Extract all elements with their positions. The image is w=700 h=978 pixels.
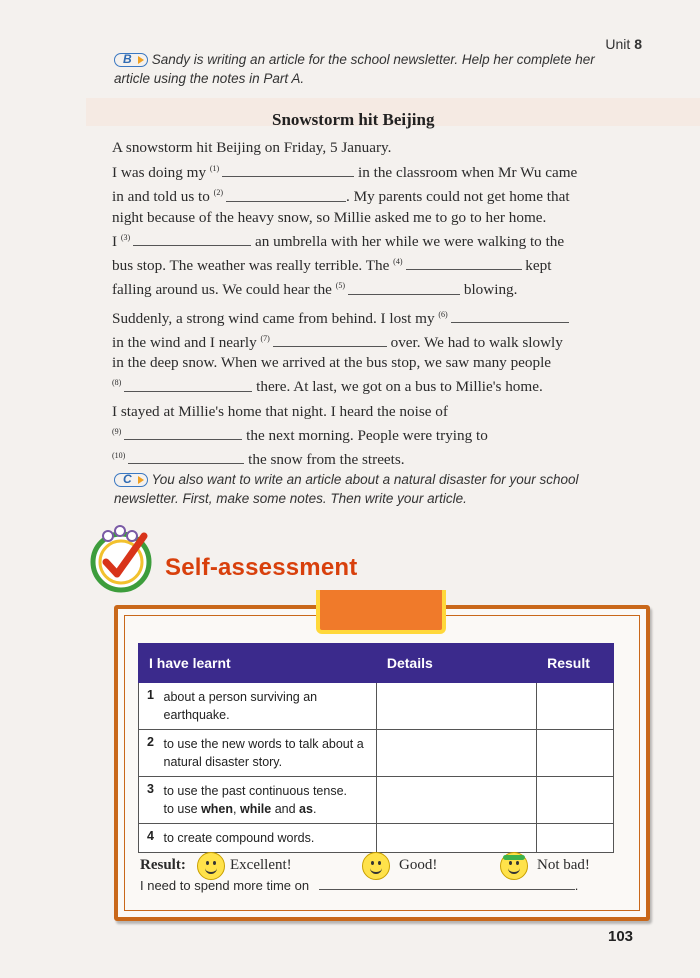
article-para-3 — [112, 305, 622, 398]
article-para-4 — [112, 402, 622, 471]
table-row — [139, 824, 614, 853]
row-text: about a person surviving an earthquake. — [162, 683, 377, 730]
blank-number-9: (9) — [112, 426, 122, 436]
table-header-row — [139, 644, 614, 683]
row-number: 3 — [139, 777, 162, 824]
text: night because of the heavy snow, so Millie asked me to go to her home. — [112, 208, 547, 226]
text: I stayed at Millie's home that night. I heard the noise of — [112, 402, 448, 420]
row-text-line1: to use the past continuous tense. — [163, 784, 347, 798]
text: I — [112, 233, 118, 250]
blank-6[interactable] — [451, 310, 569, 323]
text: the snow from the streets. — [248, 451, 405, 469]
blank-number-10: (10) — [112, 451, 126, 461]
header-details: Details — [376, 644, 536, 683]
excellent-smiley-icon — [197, 852, 225, 880]
keyword-when: when — [201, 802, 234, 816]
text: blowing. — [463, 281, 518, 299]
unit-word: Unit — [605, 36, 631, 52]
result-cell[interactable] — [537, 777, 614, 824]
text: in and told us to — [112, 188, 210, 206]
result-cell[interactable] — [537, 824, 614, 853]
rating-excellent: Excellent! — [230, 857, 292, 873]
result-cell[interactable] — [537, 683, 614, 730]
blank-3[interactable] — [133, 233, 251, 246]
blank-number-6: (6) — [438, 309, 448, 319]
blank-number-4: (4) — [393, 257, 403, 267]
part-b-badge — [114, 53, 148, 67]
keyword-as: as — [299, 802, 313, 816]
part-b-instruction-line1: Sandy is writing an article for the school newsletter. Help her complete her — [151, 52, 595, 67]
text: in the wind and I nearly — [112, 334, 257, 352]
text: . — [312, 802, 317, 816]
text: there. At last, we got on a bus to Millie's home. — [256, 378, 543, 396]
blank-1[interactable] — [222, 164, 354, 177]
row-text — [162, 777, 377, 824]
article-title: Snowstorm hit Beijing — [272, 110, 435, 129]
row-text: to use the new words to talk about a natural disaster story. — [162, 730, 377, 777]
keyword-while: while — [239, 802, 272, 816]
blank-number-8: (8) — [112, 378, 122, 388]
good-smiley-icon — [362, 852, 390, 880]
text: an umbrella with her while we were walking to the — [254, 233, 565, 250]
rating-good: Good! — [399, 857, 438, 873]
text: the next morning. People were trying to — [246, 427, 488, 444]
need-more-time-line — [140, 878, 578, 893]
page-number: 103 — [608, 928, 634, 945]
details-cell[interactable] — [376, 777, 536, 824]
not-bad-smiley-icon — [500, 852, 528, 880]
article-body — [112, 138, 622, 470]
article-para-1: A snowstorm hit Beijing on Friday, 5 January. — [112, 139, 392, 156]
blank-number-2: (2) — [213, 188, 223, 198]
table-row — [139, 777, 614, 824]
header-learnt: I have learnt — [139, 644, 377, 683]
row-number: 4 — [139, 824, 162, 853]
text: . My parents could not get home that — [346, 188, 570, 206]
part-b-badge-letter: B — [123, 52, 132, 67]
details-cell[interactable] — [376, 683, 536, 730]
board-tab — [316, 590, 446, 634]
text: I was doing my — [112, 164, 207, 182]
checkmark-badge-icon — [84, 522, 158, 596]
blank-number-7: (7) — [260, 334, 270, 343]
blank-number-3: (3) — [120, 232, 131, 242]
blank-2[interactable] — [226, 189, 346, 202]
text: bus stop. The weather was really terrible. The — [112, 257, 390, 275]
blank-8[interactable] — [124, 379, 252, 392]
blank-9[interactable] — [124, 427, 242, 440]
result-cell[interactable] — [537, 730, 614, 777]
text: , — [233, 802, 240, 816]
row-text: to create compound words. — [162, 824, 377, 853]
part-c-badge — [114, 473, 148, 487]
blank-number-5: (5) — [335, 281, 346, 291]
blank-10[interactable] — [128, 451, 244, 464]
article-para-2 — [112, 159, 622, 301]
part-b-instruction-line2: article using the notes in Part A. — [114, 71, 305, 86]
table-row — [139, 730, 614, 777]
arrow-icon — [138, 56, 144, 64]
arrow-icon — [138, 476, 144, 484]
part-c-instruction — [114, 470, 654, 508]
details-cell[interactable] — [376, 824, 536, 853]
result-label: Result: — [140, 857, 186, 873]
row-text-line2: to use — [163, 802, 202, 816]
self-assessment-table — [138, 643, 614, 853]
row-number: 1 — [139, 683, 162, 730]
need-text: I need to spend more time on — [140, 878, 310, 893]
blank-7[interactable] — [273, 334, 387, 347]
need-more-time-blank[interactable] — [319, 879, 575, 890]
rating-not-bad: Not bad! — [537, 857, 590, 873]
part-c-instruction-line1: You also want to write an article about a natural disaster for your school — [151, 472, 579, 487]
text: in the classroom when Mr Wu came — [358, 164, 578, 182]
blank-5[interactable] — [348, 282, 460, 295]
self-assessment-title: Self-assessment — [165, 554, 358, 581]
text: over. We had to walk slowly — [390, 334, 563, 352]
blank-4[interactable] — [406, 257, 522, 270]
part-c-badge-letter: C — [123, 472, 132, 487]
details-cell[interactable] — [376, 730, 536, 777]
text: Suddenly, a strong wind came from behind. I lost my — [112, 309, 435, 327]
blank-number-1: (1) — [209, 164, 220, 174]
unit-number: 8 — [634, 36, 642, 52]
text: falling around us. We could hear the — [112, 281, 332, 299]
part-b-instruction — [114, 50, 654, 88]
header-result: Result — [537, 644, 614, 683]
table-row — [139, 683, 614, 730]
text: and — [271, 802, 300, 816]
row-number: 2 — [139, 730, 162, 777]
text: kept — [525, 257, 552, 275]
text: . — [574, 878, 579, 893]
text: in the deep snow. When we arrived at the bus stop, we saw many people — [112, 354, 552, 372]
headband-icon — [503, 855, 525, 860]
part-c-instruction-line2: newsletter. First, make some notes. Then write your article. — [114, 491, 467, 506]
